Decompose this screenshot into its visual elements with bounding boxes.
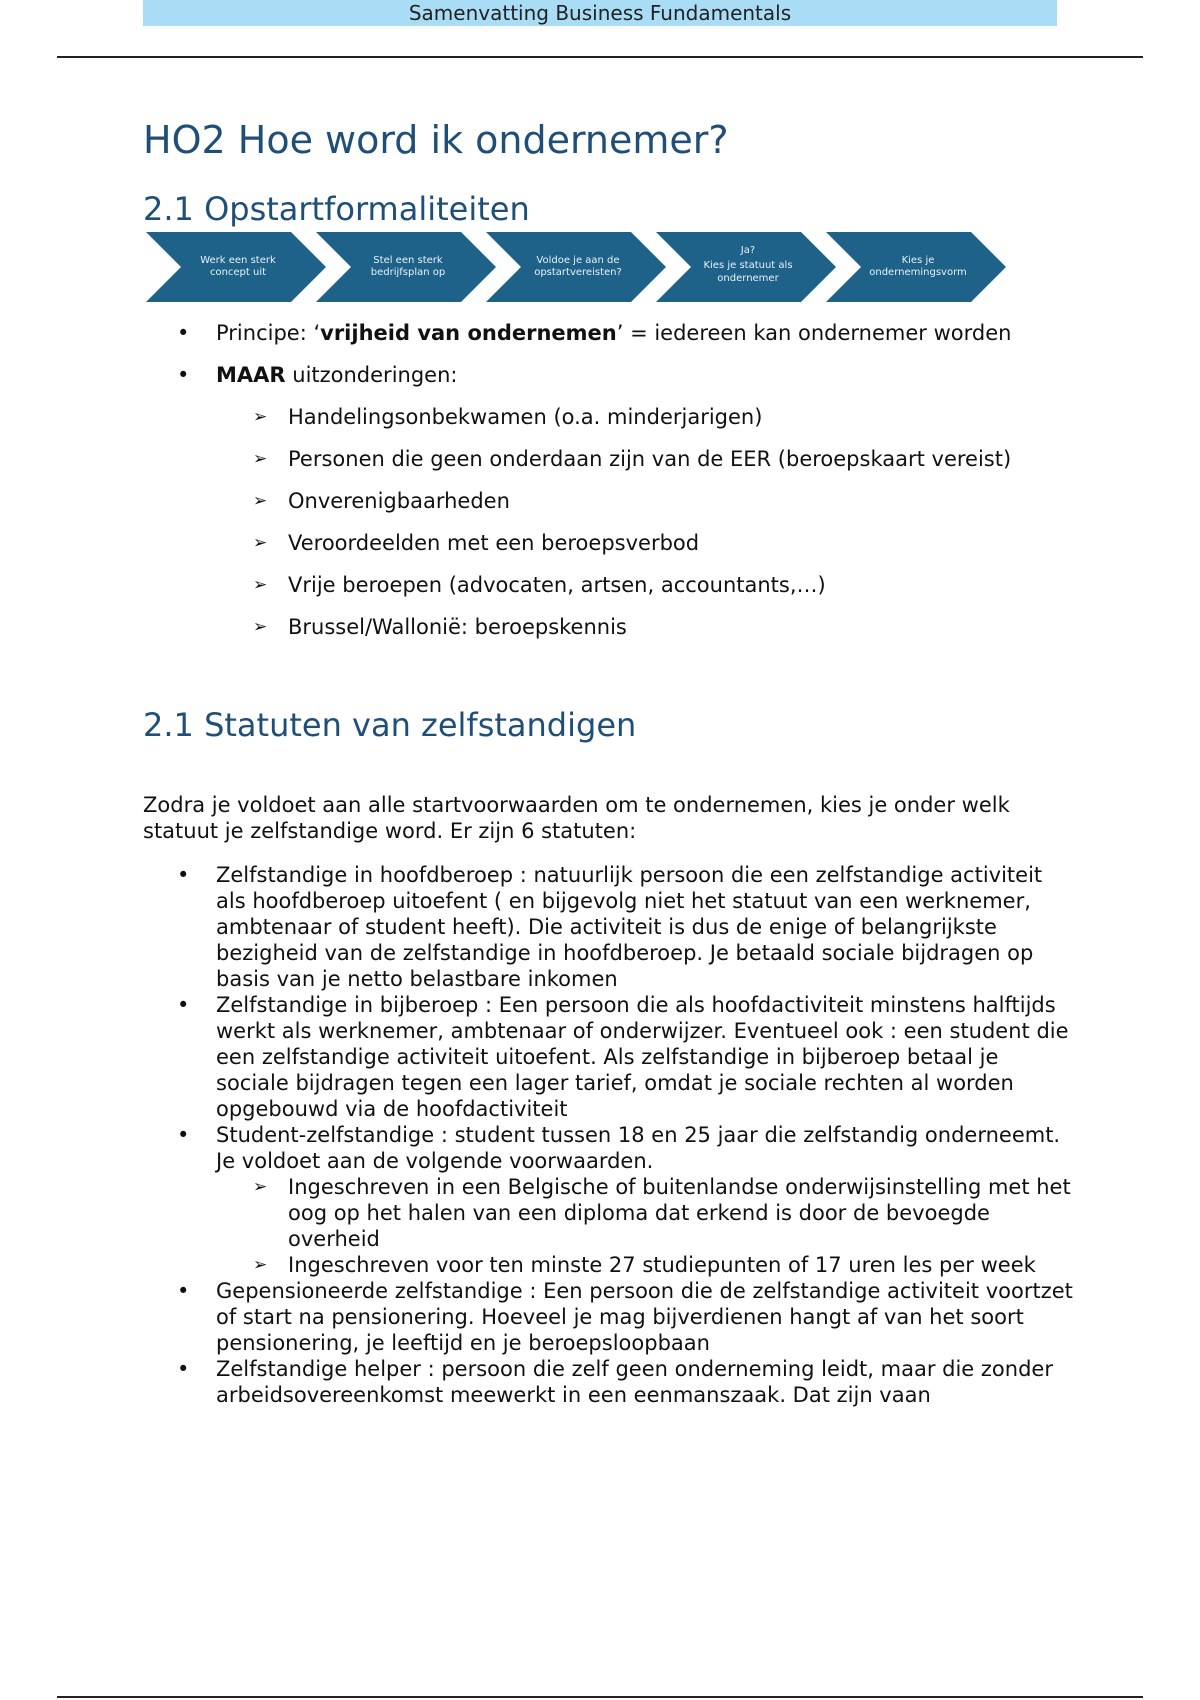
chevron-step-1-line2: concept uit <box>209 267 267 278</box>
chevron-step-4-line1: Ja? <box>740 245 756 256</box>
statuten-intro-paragraph: Zodra je voldoet aan alle startvoorwaarden om te ondernemen, kies je onder welk statuut je zelfstandige word. Er zijn 6 statuten: <box>143 793 1010 843</box>
student-condition-item <box>143 1252 1073 1278</box>
running-header-title: Samenvatting Business Fundamentals <box>408 1 792 25</box>
chevron-step-3-line2: opstartvereisten? <box>534 267 622 278</box>
exception-item: ➢ Veroordeelden met een beroepsverbod <box>143 522 1073 564</box>
chevron-step-1-line1: Werk een sterk <box>200 255 276 266</box>
student-condition-text: ➢ Ingeschreven in een Belgische of buitenlandse onderwijsinstelling met het oog op het halen van een diploma dat erkend is door de bevoegde overheid <box>288 1175 1071 1251</box>
chevron-step-2 <box>316 232 496 302</box>
statuut-item: • Gepensioneerde zelfstandige : Een persoon die de zelfstandige activiteit voortzet of start na pensionering. Hoeveel je mag bijverdienen hangt af van het soort pensionering, je leeftijd en je beroepsloopbaan <box>143 1278 1073 1356</box>
statuut-item: • Zelfstandige in bijberoep : Een persoon die als hoofdactiviteit minstens halftijds werkt als werknemer, ambtenaar of onderwijzer. Eventueel ook : een student die een zelfstandige activiteit uitoefent. Als zelfstandige in bijberoep betaal je sociale bijdragen tegen een lager tarief, omdat je sociale rechten al worden opgebouwd via de hoofdactiviteit <box>143 992 1073 1122</box>
statuut-student-text: Student-zelfstandige : student tussen 18 en 25 jaar die zelfstandig onderneemt. Je voldoet aan de volgende voorwaarden. <box>216 1123 1061 1173</box>
principle-bold: vrijheid van ondernemen <box>320 321 617 345</box>
exceptions-bold: MAAR <box>216 363 286 387</box>
chevron-step-4-line2: Kies je statuut als <box>703 260 793 271</box>
exceptions-rest: uitzonderingen: <box>285 363 458 387</box>
exception-item: ➢ Vrije beroepen (advocaten, artsen, accountants,…) <box>143 564 1073 606</box>
section-heading-opstartformaliteiten: 2.1 Opstartformaliteiten <box>143 190 530 228</box>
statuten-bullet-list <box>143 862 1073 1408</box>
header-rule <box>57 56 1143 58</box>
chevron-step-3 <box>486 232 666 302</box>
statuut-item: • Zelfstandige helper : persoon die zelf geen onderneming leidt, maar die zonder arbeidsovereenkomst meewerkt in een eenmanszaak. Dat zijn vaan <box>143 1356 1073 1408</box>
exception-item: ➢ Onverenigbaarheden <box>143 480 1073 522</box>
chevron-step-2-line2: bedrijfsplan op <box>370 267 446 278</box>
statuut-item: • Zelfstandige in hoofdberoep : natuurlijk persoon die een zelfstandige activiteit als hoofdberoep uitoefent ( en bijgevolg niet het statuut van een werknemer, ambtenaar of student heeft). Die activiteit is dus de enige of belangrijkste bezigheid van de zelfstandige in hoofdberoep. Je betaald sociale bijdragen op basis van je netto belastbare inkomen <box>143 862 1073 992</box>
footer-rule <box>57 1696 1143 1698</box>
running-header <box>143 0 1057 26</box>
chevron-step-1 <box>146 232 326 302</box>
student-conditions-list <box>216 1174 1073 1278</box>
principle-prefix: Principe: ‘ <box>216 321 321 345</box>
chevron-step-3-line1: Voldoe je aan de <box>536 255 620 266</box>
section-heading-statuten: 2.1 Statuten van zelfstandigen <box>143 706 637 744</box>
chevron-step-2-line1: Stel een sterk <box>373 255 443 266</box>
exceptions-sublist <box>143 396 1073 648</box>
statuut-item-student <box>143 1122 1073 1278</box>
chapter-heading: HO2 Hoe word ik ondernemer? <box>143 118 729 162</box>
exceptions-item <box>143 354 1073 396</box>
exceptions-sublist-wrapper <box>143 396 1073 648</box>
student-condition-item <box>143 1174 1073 1252</box>
chevron-step-4 <box>656 232 836 302</box>
chevron-step-5 <box>826 232 1006 302</box>
exception-item: ➢ Handelingsonbekwamen (o.a. minderjarigen) <box>143 396 1073 438</box>
student-condition-text: ➢ Ingeschreven voor ten minste 27 studiepunten of 17 uren les per week <box>288 1253 1036 1277</box>
process-chevron-diagram <box>143 230 1013 304</box>
chevron-step-5-line1: Kies je <box>901 255 935 266</box>
chevron-step-4-line3: ondernemer <box>717 273 779 284</box>
opstart-bullet-list <box>143 312 1073 648</box>
exception-item: ➢ Personen die geen onderdaan zijn van de EER (beroepskaart vereist) <box>143 438 1073 480</box>
principle-suffix: ’ = iedereen kan ondernemer worden <box>616 321 1012 345</box>
exception-item: ➢ Brussel/Wallonië: beroepskennis <box>143 606 1073 648</box>
principle-item <box>143 312 1073 354</box>
chevron-step-5-line2: ondernemingsvorm <box>869 267 967 278</box>
